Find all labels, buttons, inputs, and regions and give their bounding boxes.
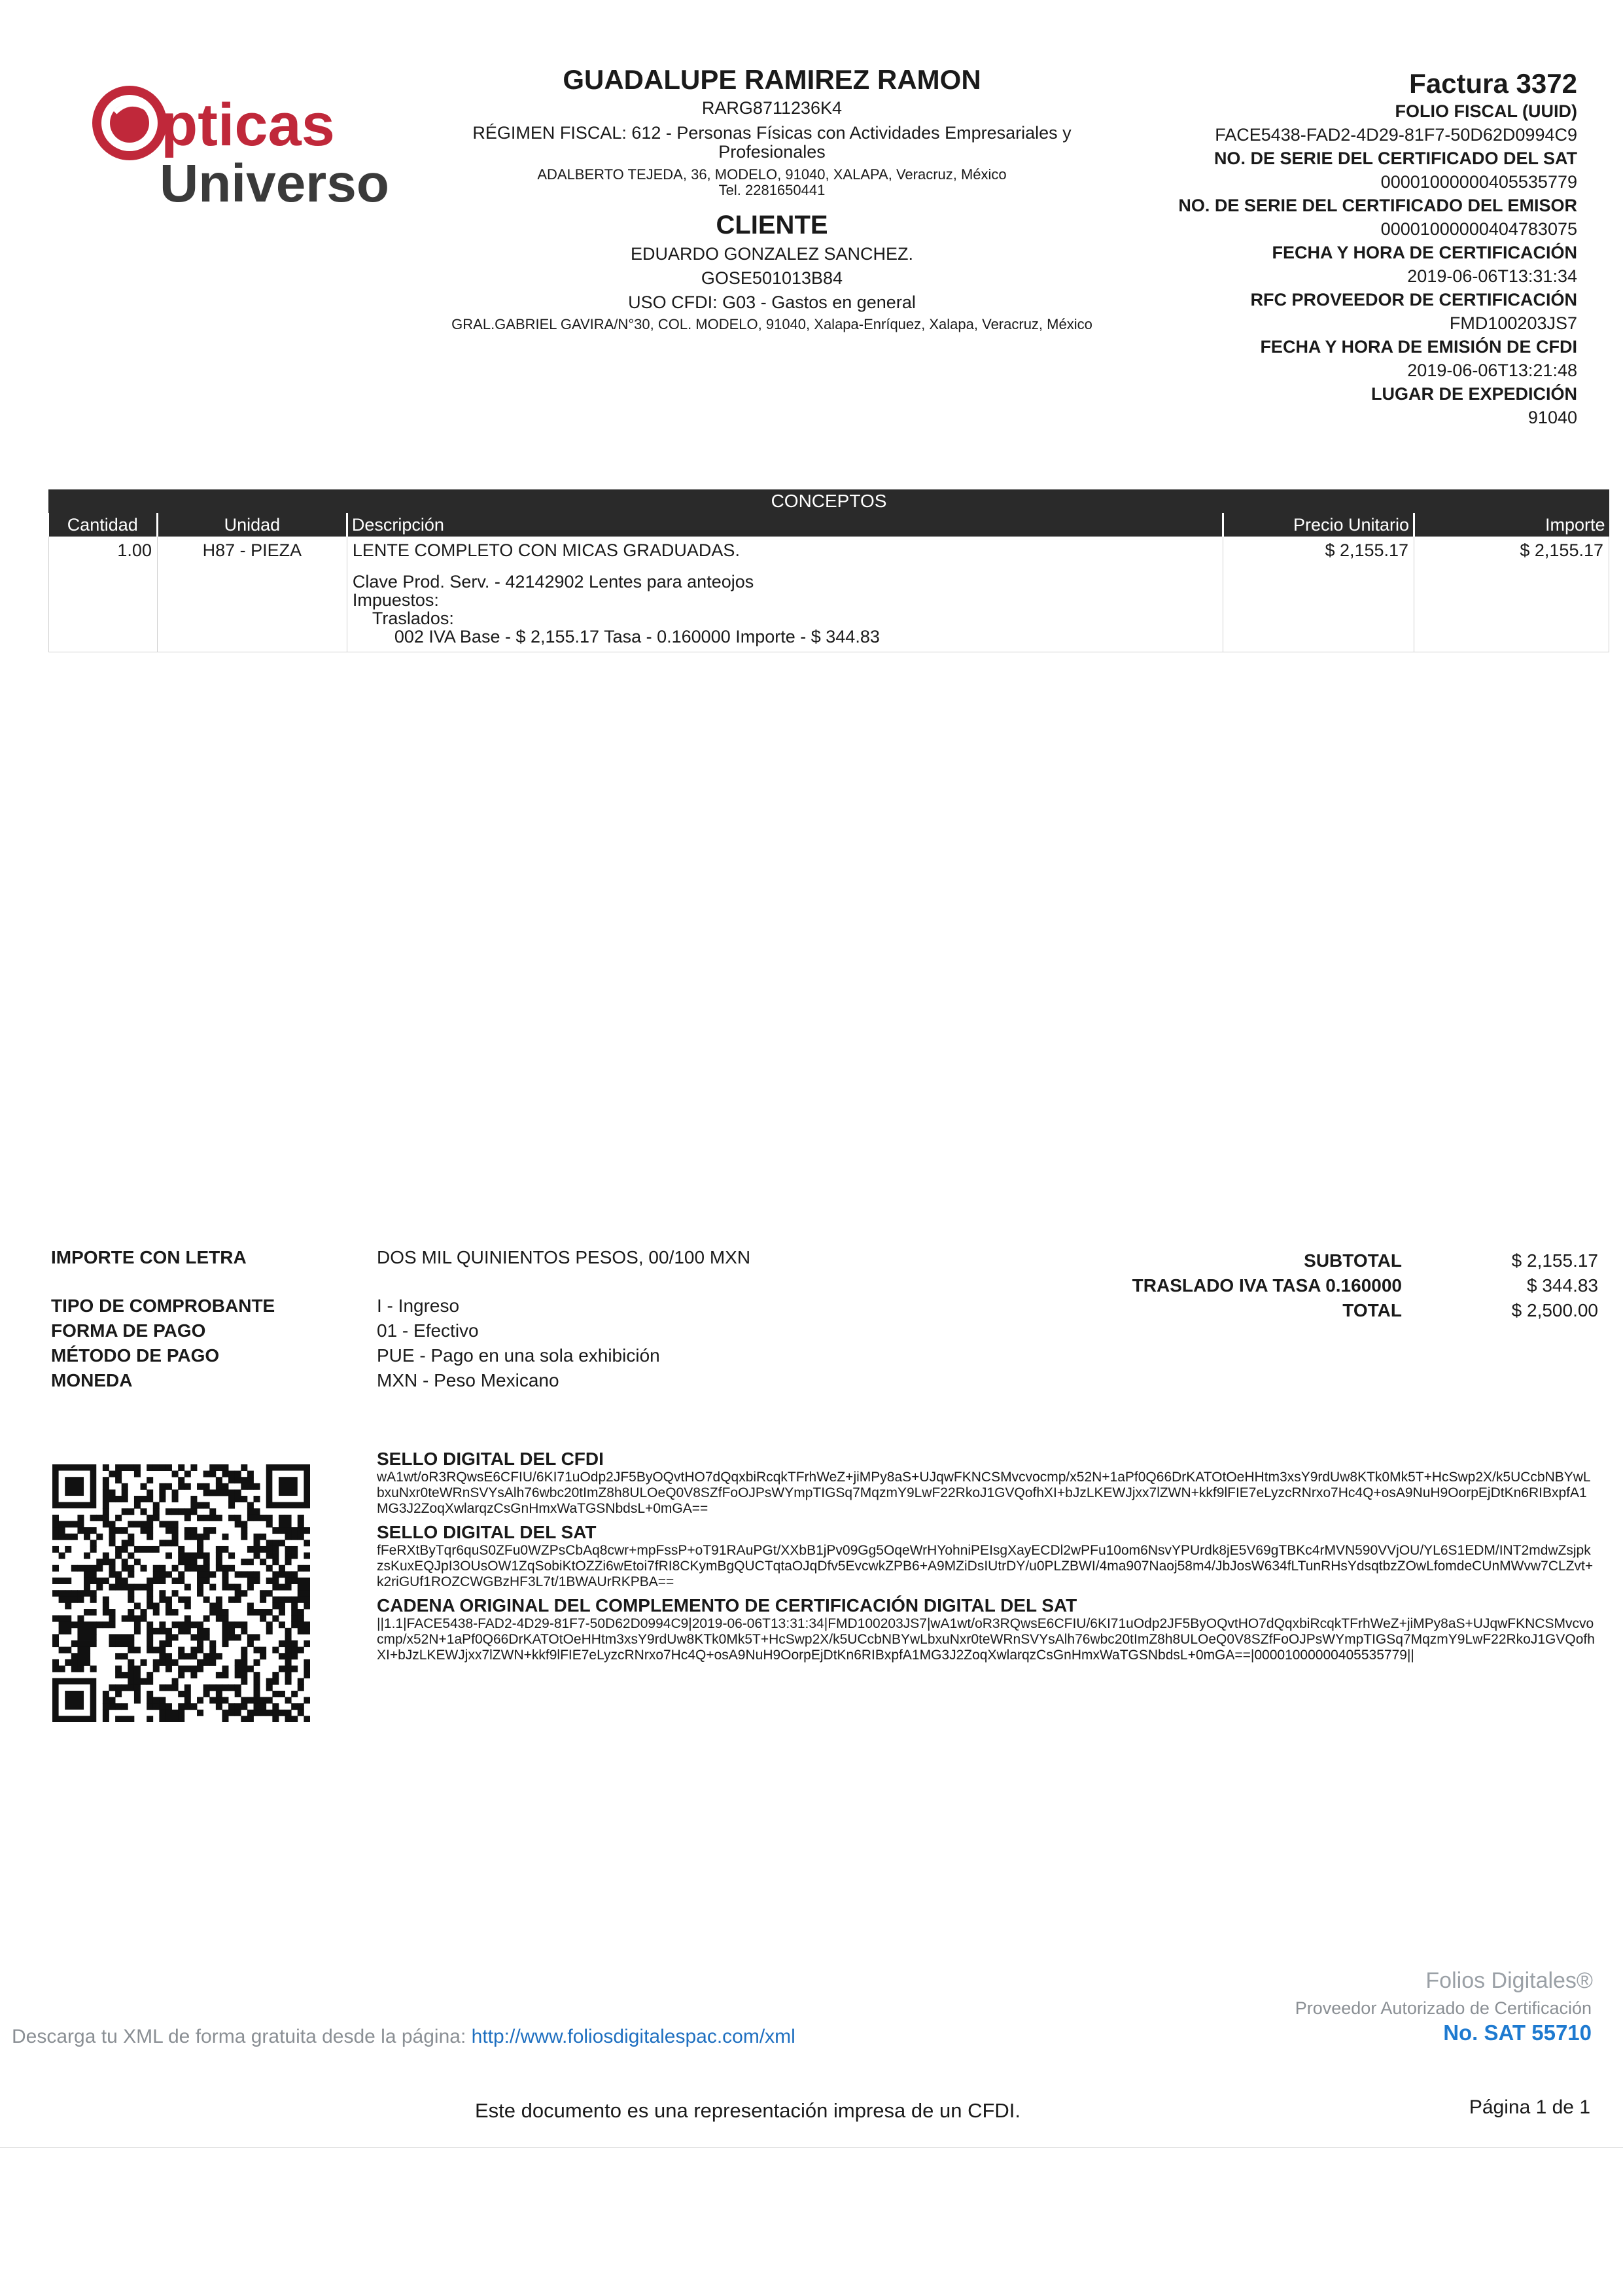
concepts-header-row [49,513,1609,537]
tipo-value: I - Ingreso [377,1296,460,1316]
emisor-cert-value: 00001000000404783075 [1380,219,1577,239]
sat-cert-label: NO. DE SERIE DEL CERTIFICADO DEL SAT [1213,149,1577,168]
importe-letra-value: DOS MIL QUINIENTOS PESOS, 00/100 MXN [377,1247,751,1267]
concepts-table [48,489,1609,652]
table-row [49,537,1609,652]
col-importe: Importe [1414,513,1609,537]
iva-value: $ 344.83 [1527,1275,1598,1296]
lugar-label: LUGAR DE EXPEDICIÓN [1370,384,1577,404]
emision-date-value: 2019-06-06T13:21:48 [1407,361,1577,380]
emision-date-label: FECHA Y HORA DE EMISIÓN DE CFDI [1260,337,1577,357]
total-row [1009,1298,1598,1323]
cell-unidad: H87 - PIEZA [157,537,347,652]
uuid-label: FOLIO FISCAL (UUID) [1395,101,1577,121]
uuid-value: FACE5438-FAD2-4D29-81F7-50D62D0994C9 [1215,125,1577,145]
concepts-heading: CONCEPTOS [48,489,1609,513]
cell-descripcion [347,537,1223,652]
forma-label: FORMA DE PAGO [51,1320,206,1341]
total-label: TOTAL [1342,1300,1402,1320]
download-note [12,2026,795,2048]
forma-value: 01 - Efectivo [377,1320,479,1341]
emitter-name: GUADALUPE RAMIREZ RAMON [563,64,981,95]
footer-divider [0,2147,1623,2148]
emisor-cert-label: NO. DE SERIE DEL CERTIFICADO DEL EMISOR [1178,196,1577,215]
invoice-title: Factura 3372 [1409,68,1577,99]
client-name: EDUARDO GONZALEZ SANCHEZ. [630,244,914,264]
pac-brand: Folios Digitales® [1425,1968,1593,1993]
cert-date-label: FECHA Y HORA DE CERTIFICACIÓN [1272,243,1577,262]
totals-block [1009,1248,1598,1323]
logo-text-line2: Universo [160,154,389,213]
cell-precio: $ 2,155.17 [1223,537,1414,652]
cfdi-disclaimer: Este documento es una representación impresa de un CFDI. [475,2099,1021,2122]
subtotal-label: SUBTOTAL [1304,1250,1402,1271]
cadena-label: CADENA ORIGINAL DEL COMPLEMENTO DE CERTIFICACIÓN DIGITAL DEL SAT [377,1595,1077,1616]
col-unidad: Unidad [157,513,347,537]
sello-cfdi-value: wA1wt/oR3RQwsE6CFIU/6KI71uOdp2JF5ByOQvtHO7dQqxbiRcqkTFrhWeZ+jiMPy8aS+UJqwFKNCSMvcvocmp/x52N+1aPf0Q66DrKATOtOeHHtm3xsY9rdUw8KTk0Mk5T+HcSwp2X/k5UCcbNBYwLbxuNxr0teWRnSVYsAlh76wbc20tImZ8h8ULOeQ0V8SZfFoOJPsWYmpTIGSq7MqzmY9LwF22RkoJ1GVQofhXI+bJzLKEWJjxx7lZWN+kkf9lFIE7eLyzcRNrxo7Hc4Q+osA9NuH9OorpEjDtKn6RIBxpfA1MG3J2ZoqXwlarqzCsGnHmxWaTGSNbdsL+0mGA== [377,1470,1591,1516]
client-heading: CLIENTE [716,211,828,239]
emitter-rfc: RARG8711236K4 [701,98,843,118]
fiscal-block [988,68,1577,429]
concept-traslados: Traslados: [372,609,454,628]
seals-block [377,1443,1597,1663]
emitter-regimen: RÉGIMEN FISCAL: 612 - Personas Físicas con Actividades Empresariales y Profesionales [472,123,1072,162]
qr-code [52,1464,310,1722]
rfc-prov-value: FMD100203JS7 [1449,313,1577,333]
concept-clave: Clave Prod. Serv. - 42142902 Lentes para anteojos [352,572,754,592]
client-uso-cfdi: USO CFDI: G03 - Gastos en general [628,292,916,312]
company-logo [92,65,406,222]
page-number: Página 1 de 1 [1469,2096,1590,2118]
download-link[interactable]: http://www.foliosdigitalespac.com/xml [471,2026,795,2047]
subtotal-row [1009,1248,1598,1273]
concept-iva: 002 IVA Base - $ 2,155.17 Tasa - 0.160000 Importe - $ 344.83 [394,627,880,646]
cell-importe: $ 2,155.17 [1414,537,1609,652]
total-value: $ 2,500.00 [1511,1300,1598,1320]
col-descripcion: Descripción [347,513,1223,537]
col-cantidad: Cantidad [49,513,158,537]
iva-label: TRASLADO IVA TASA 0.160000 [1132,1275,1402,1296]
metodo-value: PUE - Pago en una sola exhibición [377,1345,660,1366]
emitter-phone: Tel. 2281650441 [718,182,826,198]
client-address: GRAL.GABRIEL GAVIRA/N°30, COL. MODELO, 91040, Xalapa-Enríquez, Xalapa, Veracruz, México [451,316,1092,332]
sello-sat-value: fFeRXtByTqr6quS0ZFu0WZPsCbAq8cwr+mpFssP+oT91RAuPGt/XXbB1jPv09Gg5OqeWrHYohniPEIsgXayECDl2wPFu10om6NsvYPUrdk8jE5V69gTBKc4rMVN590VVjOU/YL6S1EDM/INT2mdwZsjpkzsKuxEQJpI3OUsOW1ZqSobiKtOZZi6wEtoi7fRI8CKymBgQUCTqtaOJqDfv5EvcwkZPB6+A9MZiDsIUtrDY/u0PLZBWI/4ma907Naoj58m4/JbJosW634fLTunRHsYdsqtbzZOwLfomdeCUnMWvw7CLZvt+k2riGUf1ROZCWGBzHF3L7t/1BWAUrRKPBA== [377,1543,1594,1589]
moneda-label: MONEDA [51,1370,133,1390]
logo-graphic [92,65,406,222]
cert-date-value: 2019-06-06T13:31:34 [1407,266,1577,286]
col-precio: Precio Unitario [1223,513,1414,537]
download-text: Descarga tu XML de forma gratuita desde la página: [12,2026,466,2047]
concepts-grid [48,513,1609,652]
concept-impuestos: Impuestos: [352,590,439,610]
lugar-value: 91040 [1527,408,1577,427]
rfc-prov-label: RFC PROVEEDOR DE CERTIFICACIÓN [1250,290,1577,309]
moneda-value: MXN - Peso Mexicano [377,1370,559,1390]
cadena-value: ||1.1|FACE5438-FAD2-4D29-81F7-50D62D0994C9|2019-06-06T13:31:34|FMD100203JS7|wA1wt/oR3RQwsE6CFIU/6KI71uOdp2JF5ByOQvtHO7dQqxbiRcqkTFrhWeZ+jiMPy8aS+UJqwFKNCSMvcvocmp/x52N+1aPf0Q66DrKATOtOeHHtm3xsY9rdUw8KTk0Mk5T+HcSwp2X/k5UCcbNBYwLbxuNxr0teWRnSVYsAlh76wbc20tImZ8h8ULOeQ0V8SZfFoOJPsWYmpTIGSq7MqzmY9LwF22RkoJ1GVQofhXI+bJzLKEWJjxx7lZWN+kkf9lFIE7eLyzcRNrxo7Hc4Q+osA9NuH9OorpEjDtKn6RIBxpfA1MG3J2ZoqXwlarqzCsGnHmxWaTGSNbdsL+0mGA==|00001000000405535779|| [377,1616,1595,1663]
tipo-label: TIPO DE COMPROBANTE [51,1296,275,1316]
subtotal-value: $ 2,155.17 [1511,1250,1598,1271]
qr-code-graphic [52,1464,310,1722]
iva-row [1009,1273,1598,1298]
sat-cert-value: 00001000000405535779 [1380,172,1577,192]
pac-subtitle: Proveedor Autorizado de Certificación [1295,1998,1592,2018]
importe-letra-label: IMPORTE CON LETRA [51,1247,247,1267]
sello-sat-label: SELLO DIGITAL DEL SAT [377,1522,597,1542]
logo-text-line1: pticas [161,92,335,158]
metodo-label: MÉTODO DE PAGO [51,1345,220,1366]
pac-sat-number: No. SAT 55710 [1443,2021,1592,2045]
emitter-address: ADALBERTO TEJEDA, 36, MODELO, 91040, XALAPA, Veracruz, México [537,166,1007,183]
cell-cantidad: 1.00 [49,537,158,652]
client-rfc: GOSE501013B84 [701,268,843,288]
sello-cfdi-label: SELLO DIGITAL DEL CFDI [377,1449,604,1469]
concept-description: LENTE COMPLETO CON MICAS GRADUADAS. [352,540,740,560]
